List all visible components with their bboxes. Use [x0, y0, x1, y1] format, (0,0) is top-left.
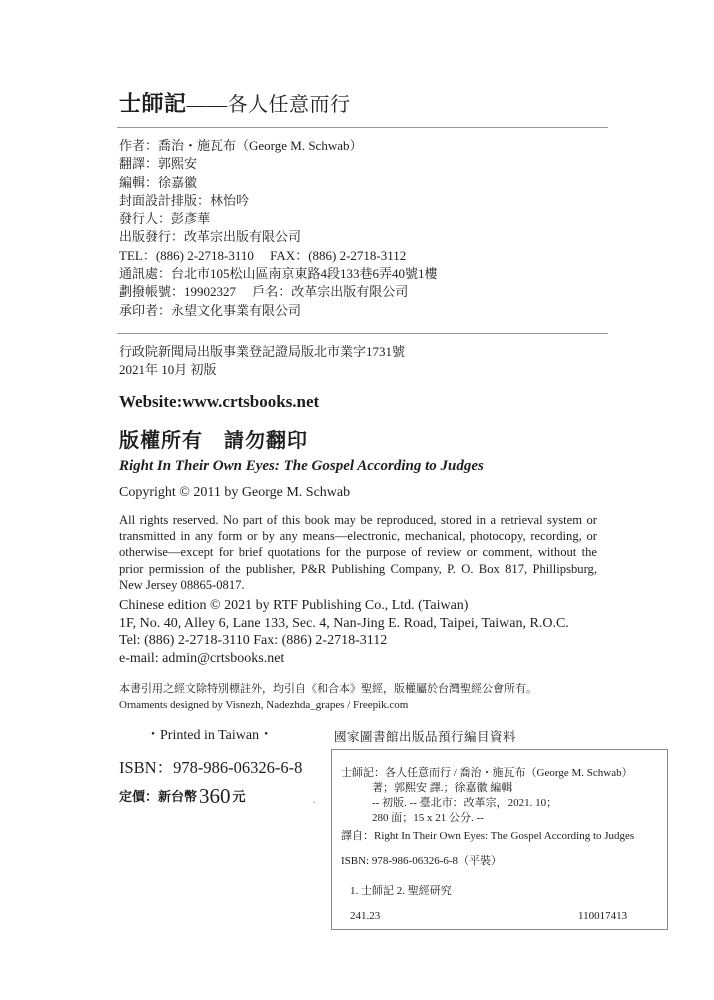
- chinese-edition-copyright: Chinese edition © 2021 by RTF Publishing Co., Ltd. (Taiwan): [119, 598, 469, 613]
- cip-classification: 241.23: [350, 910, 381, 922]
- price-amount: 360: [199, 784, 231, 808]
- top-divider: [117, 127, 608, 128]
- chinese-edition-block: [119, 597, 569, 667]
- title-subtitle: 各人任意而行: [227, 94, 351, 116]
- website-link[interactable]: Website:www.crtsbooks.net: [119, 392, 320, 411]
- credits-block: [119, 137, 438, 320]
- cip-record-id: 110017413: [578, 910, 628, 922]
- original-book-title: Right In Their Own Eyes: The Gospel According to Judges: [119, 458, 484, 474]
- stray-mark: .: [313, 795, 316, 806]
- chinese-edition-phone: Tel: (886) 2-2718-3110 Fax: (886) 2-2718-3112: [119, 633, 388, 648]
- price-line: [119, 782, 246, 807]
- price-label: 定價：新台幣: [119, 789, 198, 804]
- copyright-notice-zh: 版權所有 請勿翻印: [119, 430, 308, 452]
- title-dash: ——: [186, 94, 228, 116]
- credit-author: 作者：喬治・施瓦布（George M. Schwab）: [119, 138, 363, 153]
- registration-block: [119, 343, 405, 379]
- registration-license: 行政院新聞局出版事業登記證局版北市業字1731號: [119, 344, 406, 359]
- printed-in-taiwan: ・Printed in Taiwan・: [146, 728, 274, 743]
- price-unit: 元: [232, 789, 246, 804]
- credit-publisher-person: 發行人：彭彥華: [119, 211, 211, 227]
- isbn-line: ISBN：978-986-06326-6-8: [119, 758, 303, 777]
- ornament-credit: Ornaments designed by Visnezh, Nadezhda_grapes / Freepik.com: [119, 699, 409, 711]
- cip-pages-line: 280 面；15 x 21 公分. --: [372, 812, 484, 824]
- cip-subjects-line: 1. 士師記 2. 聖經研究: [350, 885, 452, 897]
- cip-credits-line: 著；郭熙安 譯.；徐嘉徽 編輯: [372, 782, 513, 794]
- scripture-note: 本書引用之經文除特別標註外，均引自《和合本》聖經，版權屬於台灣聖經公會所有。: [119, 683, 537, 695]
- chinese-edition-address: 1F, No. 40, Alley 6, Lane 133, Sec. 4, Nan-Jing E. Road, Taipei, Taiwan, R.O.C.: [119, 615, 569, 631]
- cip-isbn-line: ISBN: 978-986-06326-6-8（平裝）: [341, 855, 503, 867]
- credit-postal-account: 劃撥帳號：19902327 戶名：改革宗出版有限公司: [119, 284, 409, 300]
- notes-block: [119, 681, 537, 713]
- copyright-notice-en: Copyright © 2011 by George M. Schwab: [119, 485, 351, 500]
- page-title: [119, 87, 351, 118]
- title-main: 士師記: [119, 91, 187, 116]
- credit-phone-fax: TEL：(886) 2-2718-3110 FAX：(886) 2-2718-3112: [119, 247, 407, 263]
- cip-edition-line: -- 初版. -- 臺北市：改革宗，2021. 10；: [372, 797, 558, 809]
- cip-record-box: [331, 749, 668, 930]
- credit-translator: 翻譯：郭熙安: [119, 156, 198, 172]
- credit-editor: 編輯：徐嘉徽: [119, 174, 198, 190]
- cip-translation-line: 譯自：Right In Their Own Eyes: The Gospel According to Judges: [341, 830, 635, 842]
- rights-statement: All rights reserved. No part of this book may be reproduced, stored in a retrieval system or transmitted in any form or by any means—electronic, mechanical, photocopy, recording, or otherwise—except for brief quotations for the purpose of review or comment, without the prior permission of the publisher, P&R Publishing Company, P. O. Box 817, Phillipsburg, New Jersey 08865-0817.: [119, 513, 597, 592]
- credit-printer: 承印者：永望文化事業有限公司: [119, 302, 302, 318]
- cip-heading: 國家圖書館出版品預行編目資料: [334, 730, 517, 744]
- cip-title-line: 士師記：各人任意而行 / 喬治・施瓦布（George M. Schwab）: [341, 767, 633, 779]
- chinese-edition-email: e-mail: admin@crtsbooks.net: [119, 650, 285, 666]
- credit-cover-design: 封面設計排版：林怡吟: [119, 192, 250, 208]
- credit-address: 通訊處：台北市105松山區南京東路4段133巷6弄40號1樓: [119, 266, 438, 282]
- credit-publisher: 出版發行：改革宗出版有限公司: [119, 229, 302, 245]
- registration-edition: 2021年 10月 初版: [119, 362, 217, 377]
- middle-divider: [117, 333, 608, 334]
